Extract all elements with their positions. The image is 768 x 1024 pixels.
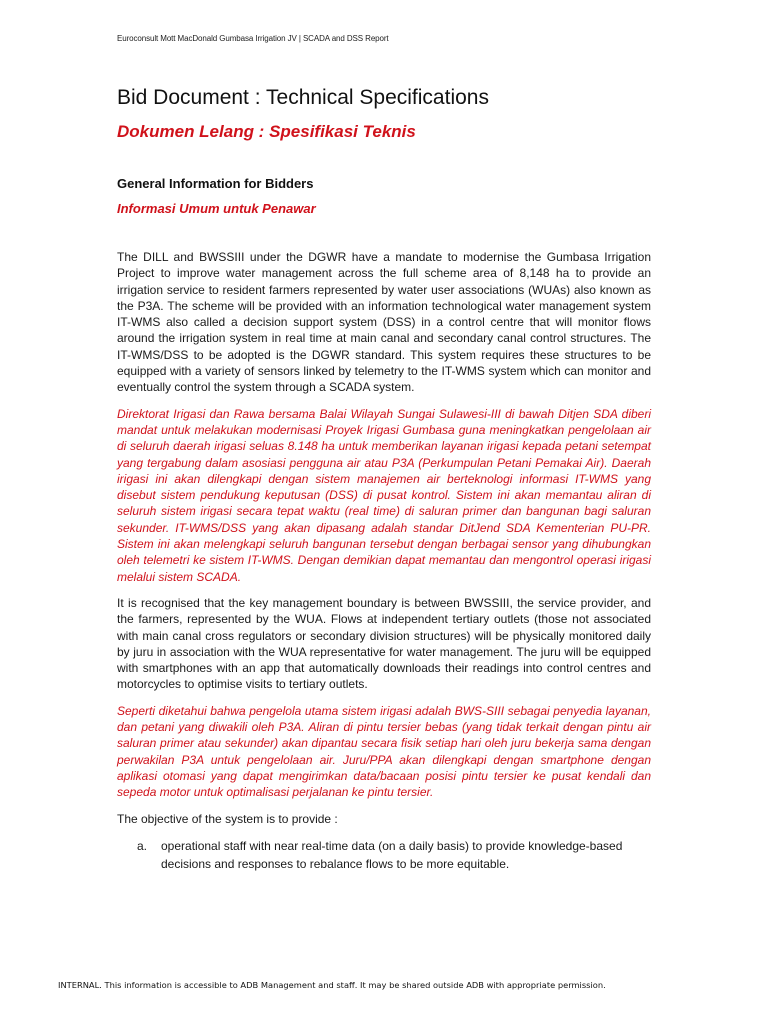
document-title-translation: Dokumen Lelang : Spesifikasi Teknis	[117, 122, 416, 141]
running-header: Euroconsult Mott MacDonald Gumbasa Irrigation JV | SCADA and DSS Report	[117, 34, 389, 43]
section-heading-translation: Informasi Umum untuk Penawar	[117, 201, 316, 216]
objective-list	[117, 837, 651, 873]
document-body	[117, 86, 651, 873]
list-item-text: operational staff with near real-time data (on a daily basis) to provide knowledge-based decisions and responses to rebalance flows to be more equitable.	[161, 838, 623, 871]
paragraph-english: It is recognised that the key management boundary is between BWSSIII, the service provider, and the farmers, represented by the WUA. Flows at independent tertiary outlets (those not associated with main canal cross regulators or secondary division structures) will be physically monitored daily by juru in association with the WUA representative for water management. The juru will be equipped with smartphones with an app that automatically downloads their readings into control centres and motorcycles to optimise visits to tertiary outlets.	[117, 595, 651, 692]
paragraph-english: The objective of the system is to provide :	[117, 811, 338, 826]
paragraph-english: The DILL and BWSSIII under the DGWR have a mandate to modernise the Gumbasa Irrigation Project to improve water management across the full scheme area of 8,148 ha to provide an irrigation service to resident farmers represented by water user associations (WUAs) also known as the P3A. The scheme will be provided with an information technological water management system IT-WMS also called a decision support system (DSS) in a control centre that will monitor flows around the irrigation system in real time at main canal and secondary canal control structures. The IT-WMS/DSS to be adopted is the DGWR standard. This system requires these structures to be equipped with a variety of sensors linked by telemetry to the IT-WMS system which can monitor and eventually control the system through a SCADA system.	[117, 250, 651, 395]
paragraph-indonesian: Seperti diketahui bahwa pengelola utama sistem irigasi adalah BWS-SIII sebagai penyedia layanan, dan petani yang diwakili oleh P3A. Aliran di pintu tersier bebas (yang tidak terkait dengan pintu air saluran primer atau sekunder) akan dipantau secara fisik setiap hari oleh juru bekerja sama dengan perwakilan P3A untuk pengelolaan air. Juru/PPA akan dilengkapi dengan smartphone dengan aplikasi otomasi yang dapat mengirimkan data/bacaan posisi pintu tersier ke pusat kendali dan sepeda motor untuk optimalisasi perjalanan ke pintu tersier.	[117, 703, 651, 800]
section-heading: General Information for Bidders	[117, 176, 314, 191]
list-marker: a.	[137, 838, 148, 853]
classification-footer: INTERNAL. This information is accessible to ADB Management and staff. It may be shared outside ADB with appropriate permission.	[58, 980, 606, 990]
list-item	[117, 837, 651, 873]
paragraph-indonesian: Direktorat Irigasi dan Rawa bersama Balai Wilayah Sungai Sulawesi-III di bawah Ditjen SDA diberi mandat untuk melakukan modernisasi Proyek Irigasi Gumbasa guna meningkatkan pengelolaan air di seluruh daerah irigasi seluas 8.148 ha untuk memberikan layanan irigasi kepada petani setempat yang tergabung dalam asosiasi pengguna air atau P3A (Perkumpulan Petani Pemakai Air). Daerah irigasi ini akan dilengkapi dengan sistem manajemen air berteknologi informasi IT-WMS yang disebut sistem pendukung keputusan (DSS) di pusat kontrol. Sistem ini akan memantau aliran di seluruh sistem irigasi secara tepat waktu (real time) di saluran primer dan bangunan bagi saluran sekunder. IT-WMS/DSS yang akan dipasang adalah standar DitJend SDA Kementerian PU-PR. Sistem ini akan melengkapi seluruh bangunan tersebut dengan berbagai sensor yang dihubungkan oleh telemetri ke sistem IT-WMS. Dengan demikian dapat memantau dan mengontrol operasi irigasi melalui sistem SCADA.	[117, 406, 651, 584]
document-title: Bid Document : Technical Specifications	[117, 86, 489, 109]
